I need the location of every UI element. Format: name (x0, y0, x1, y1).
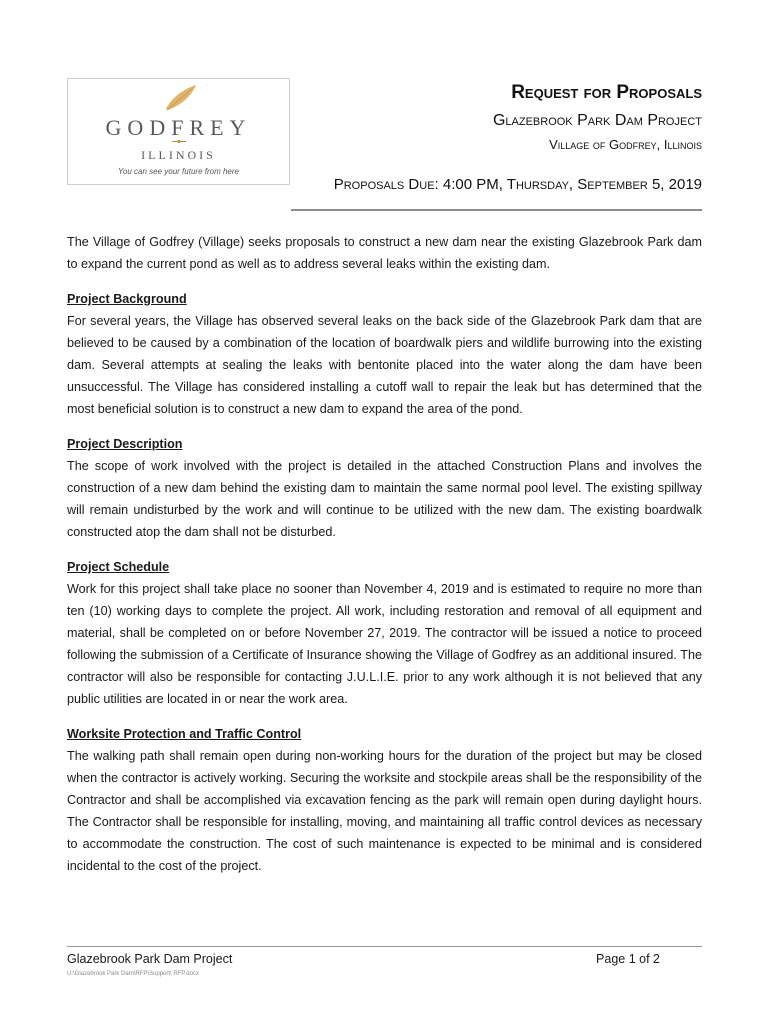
logo-state: ILLINOIS (141, 148, 216, 162)
document-body (67, 231, 702, 890)
section-body: For several years, the Village has observed several leaks on the back side of the Glazebrook Park dam that are believed to be caused by a combination of the location of boardwalk piers and wildlife burrowing into the existing dam. Several attempts at sealing the leaks with bentonite placed into the water along the dam have been unsuccessful. The Village has considered installing a cutoff wall to repair the leak but has determined that the most beneficial solution is to construct a new dam to expand the area of the pond. (67, 314, 702, 416)
header-divider (291, 209, 702, 211)
section-heading: Worksite Protection and Traffic Control (67, 727, 302, 741)
document-title: Request for Proposals (511, 82, 702, 103)
section-heading: Project Schedule (67, 560, 170, 574)
footer-divider (67, 946, 702, 947)
logo-wordmark: GODFREY (105, 115, 252, 140)
footer-project-name: Glazebrook Park Dam Project (67, 952, 233, 966)
godfrey-logo (67, 78, 290, 185)
section-heading: Project Description (67, 437, 183, 451)
section-project-schedule (67, 556, 702, 710)
proposals-due: Proposals Due: 4:00 PM, Thursday, September 5, 2019 (333, 176, 702, 193)
section-project-description (67, 433, 702, 543)
project-name: Glazebrook Park Dam Project (492, 112, 702, 129)
logo-tagline: You can see your future from here (118, 167, 239, 176)
section-project-background (67, 288, 702, 420)
section-body: The walking path shall remain open during non-working hours for the duration of the project but may be closed when the contractor is actively working. Securing the worksite and stockpile areas shall be the responsibility of the Contractor and shall be accomplished via excavation fencing as the park will remain open during daylight hours. The Contractor shall be responsible for installing, moving, and maintaining all traffic control devices as necessary to accommodate the construction. The cost of such maintenance is expected to be minimal and is considered incidental to the cost of the project. (67, 749, 702, 873)
section-body: The scope of work involved with the project is detailed in the attached Construction Plans and involves the construction of a new dam behind the existing dam to maintain the same normal pool level. The existing spillway will remain undisturbed by the work and will continue to be utilized with the new dam. The existing boardwalk constructed atop the dam shall not be disturbed. (67, 459, 702, 539)
footer-page-number: Page 1 of 2 (596, 952, 660, 966)
village-name: Village of Godfrey, Illinois (549, 137, 702, 152)
intro-paragraph: The Village of Godfrey (Village) seeks proposals to construct a new dam near the existing Glazebrook Park dam to expand the current pond as well as to address several leaks within the existing dam. (67, 235, 702, 271)
section-worksite-protection (67, 723, 702, 877)
section-body: Work for this project shall take place no sooner than November 4, 2019 and is estimated to require no more than ten (10) working days to complete the project. All work, including restoration and removal of all equipment and material, shall be completed on or before November 27, 2019. The contractor will be issued a notice to proceed following the submission of a Certificate of Insurance showing the Village of Godfrey as an additional insured. The contractor will also be responsible for contacting J.U.L.I.E. prior to any work although it is not believed that any public utilities are located in or near the work area. (67, 582, 702, 706)
footer-file-path: U:\Glazebrook Park Dam\RFP\Support\ RFP.docx (67, 971, 199, 977)
section-heading: Project Background (67, 292, 187, 306)
